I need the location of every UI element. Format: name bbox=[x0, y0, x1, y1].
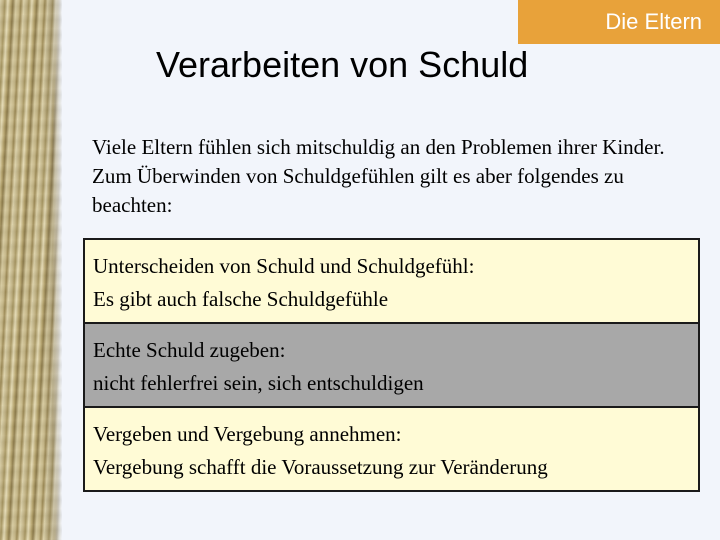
point-heading: Vergeben und Vergebung annehmen: bbox=[93, 422, 402, 446]
point-detail: nicht fehlerfrei sein, sich entschuldigen bbox=[93, 371, 424, 395]
section-tag: Die Eltern bbox=[518, 0, 720, 44]
point-box-admit bbox=[85, 324, 698, 406]
slide-title: Verarbeiten von Schuld bbox=[156, 44, 529, 85]
point-detail: Vergebung schafft die Voraussetzung zur Veränderung bbox=[93, 455, 548, 479]
wood-texture-decoration bbox=[0, 0, 62, 540]
point-heading: Unterscheiden von Schuld und Schuldgefühl: bbox=[93, 254, 475, 278]
point-box-forgive bbox=[85, 408, 698, 490]
points-table bbox=[83, 238, 700, 492]
intro-paragraph: Viele Eltern fühlen sich mitschuldig an den Problemen ihrer Kinder. Zum Überwinden von Schuldgefühlen gilt es aber folgendes zu beachten: bbox=[92, 135, 665, 217]
point-heading: Echte Schuld zugeben: bbox=[93, 338, 286, 362]
point-detail: Es gibt auch falsche Schuldgefühle bbox=[93, 287, 389, 311]
point-box-distinguish bbox=[85, 240, 698, 322]
